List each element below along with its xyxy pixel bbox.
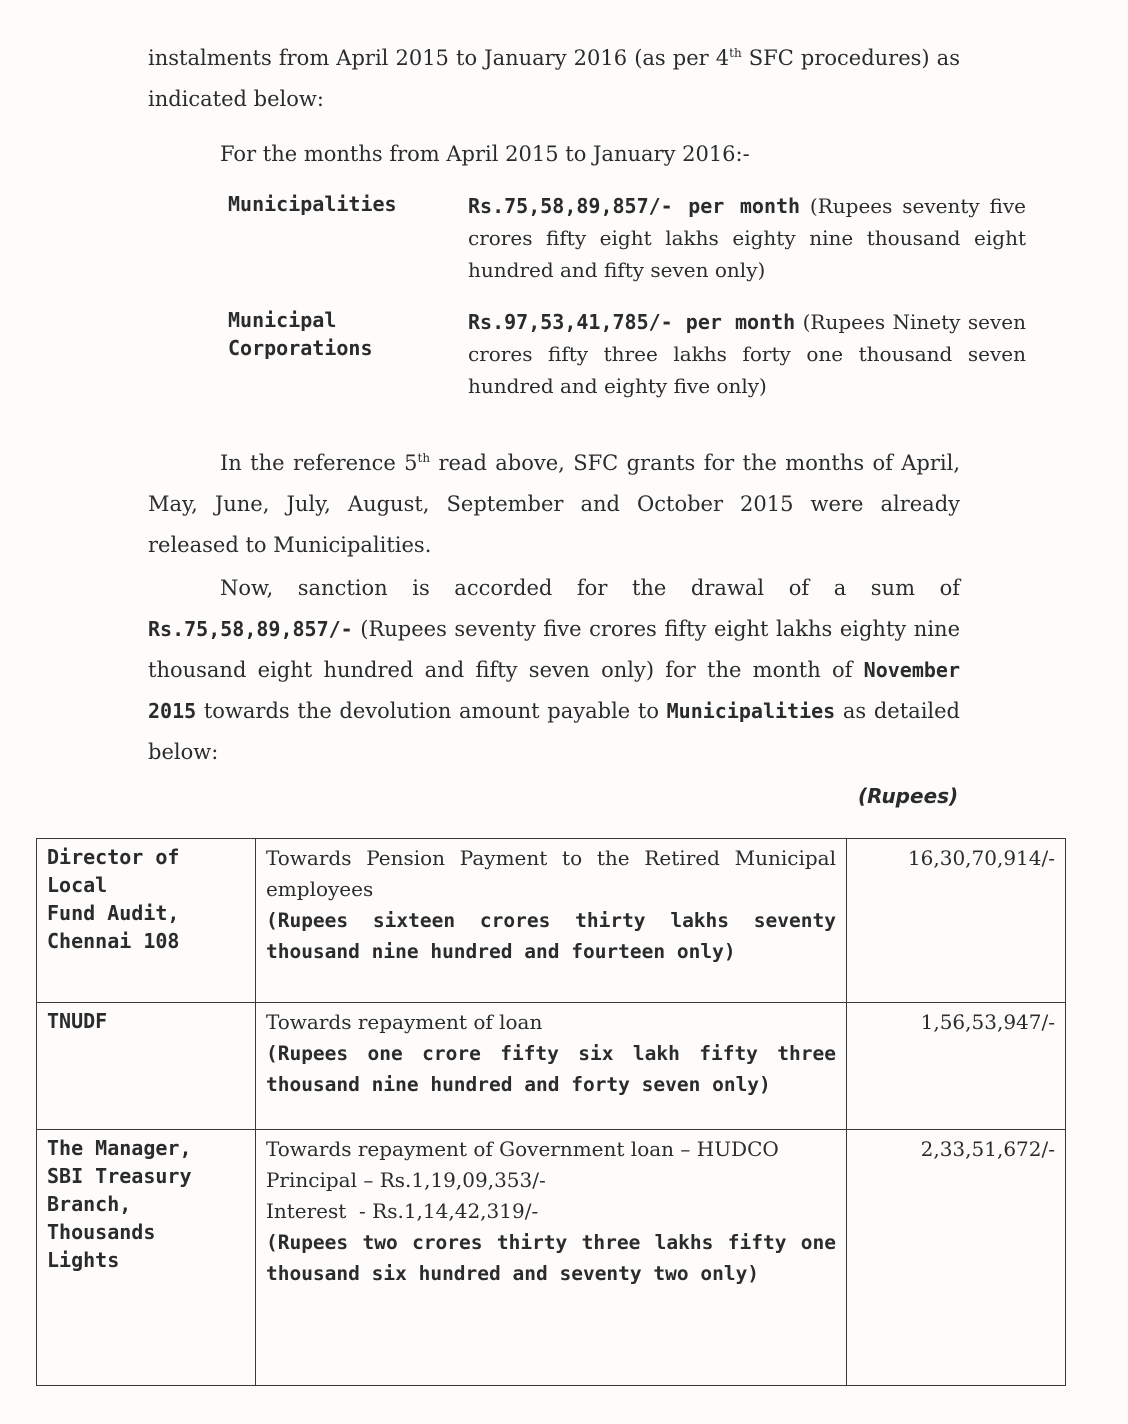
amount-cell bbox=[847, 1003, 1066, 1130]
amount-cell bbox=[847, 839, 1066, 1003]
grant-words: (Rupees Ninety seven crores fifty three lakhs forty one thousand seven hundred and eighty five only) bbox=[468, 310, 1026, 398]
payee-cell bbox=[37, 839, 256, 1003]
amount-in-words: (Rupees sixteen crores thirty lakhs seventy thousand nine hundred and fourteen only) bbox=[265, 909, 836, 963]
amount-value: 1,56,53,947/- bbox=[920, 1010, 1055, 1034]
intro-paragraph bbox=[148, 38, 960, 120]
sanction-amount: Rs.75,58,89,857/- bbox=[148, 617, 353, 641]
grant-words: (Rupees seventy five crores fifty eight lakhs eighty nine thousand eight hundred and fifty seven only) bbox=[468, 194, 1027, 282]
reference-text-end: read above, SFC grants for the months of April, May, June, July, August, September and October 2015 were already released to Municipalities. bbox=[148, 451, 961, 557]
intro-text-end: SFC procedures) as indicated below: bbox=[148, 46, 960, 111]
payee-cell bbox=[37, 1003, 256, 1130]
sanction-text: towards the devolution amount payable to bbox=[196, 699, 667, 723]
description-cell bbox=[255, 1003, 846, 1130]
currency-note: (Rupees) bbox=[858, 784, 959, 808]
amount-cell bbox=[847, 1130, 1066, 1386]
payee-name: Director of Local Fund Audit, Chennai 108 bbox=[47, 845, 180, 953]
sanction-text: Now, sanction is accorded for the drawal of a sum of bbox=[220, 576, 960, 600]
interest-line: Interest - Rs.1,14,42,319/- bbox=[265, 1199, 539, 1223]
sanction-paragraph bbox=[148, 568, 960, 773]
reference-sup: th bbox=[417, 451, 431, 465]
allocation-table bbox=[36, 838, 1066, 1386]
amount-in-words: (Rupees one crore fifty six lakh fifty three thousand nine hundred and forty seven only) bbox=[265, 1042, 836, 1096]
payee-name: The Manager, SBI Treasury Branch, Thousands Lights bbox=[47, 1136, 192, 1272]
reference-text: In the reference 5 bbox=[220, 451, 418, 475]
reference-paragraph bbox=[148, 443, 960, 566]
months-line: For the months from April 2015 to January 2016:- bbox=[220, 142, 750, 166]
amount-value: 16,30,70,914/- bbox=[907, 846, 1055, 870]
amount-value: 2,33,51,672/- bbox=[920, 1137, 1055, 1161]
principal-line: Principal – Rs.1,19,09,353/- bbox=[265, 1168, 546, 1192]
sanction-text: as detailed below: bbox=[148, 699, 960, 764]
description-cell bbox=[255, 839, 846, 1003]
sanction-month: November 2015 bbox=[148, 658, 960, 723]
intro-text: instalments from April 2015 to January 2016 (as per 4 bbox=[148, 46, 730, 70]
payee-name: TNUDF bbox=[47, 1009, 108, 1033]
description-cell bbox=[255, 1130, 846, 1386]
sanction-target: Municipalities bbox=[666, 699, 836, 723]
description-line: Towards repayment of Government loan – HUDCO bbox=[265, 1137, 779, 1161]
grant-amount: Rs.97,53,41,785/- per month bbox=[468, 310, 796, 334]
grant-label: Municipalities bbox=[228, 192, 397, 216]
grant-description bbox=[468, 190, 1026, 286]
amount-in-words: (Rupees two crores thirty three lakhs fifty one thousand six hundred and seventy two only) bbox=[265, 1231, 836, 1285]
sanction-text: (Rupees seventy five crores fifty eight lakhs eighty nine thousand eight hundred and fifty seven only) for the month of bbox=[148, 617, 960, 682]
payee-cell bbox=[37, 1130, 256, 1386]
grant-amount: Rs.75,58,89,857/- per month bbox=[468, 194, 801, 218]
intro-sup: th bbox=[729, 46, 742, 60]
table-row bbox=[37, 839, 1066, 1003]
grant-label: Municipal Corporations bbox=[228, 308, 373, 360]
table-row bbox=[37, 1130, 1066, 1386]
grant-description bbox=[468, 306, 1026, 402]
description-line: Towards repayment of loan bbox=[265, 1010, 543, 1034]
table-row bbox=[37, 1003, 1066, 1130]
description-line: Towards Pension Payment to the Retired Municipal employees bbox=[265, 846, 836, 901]
